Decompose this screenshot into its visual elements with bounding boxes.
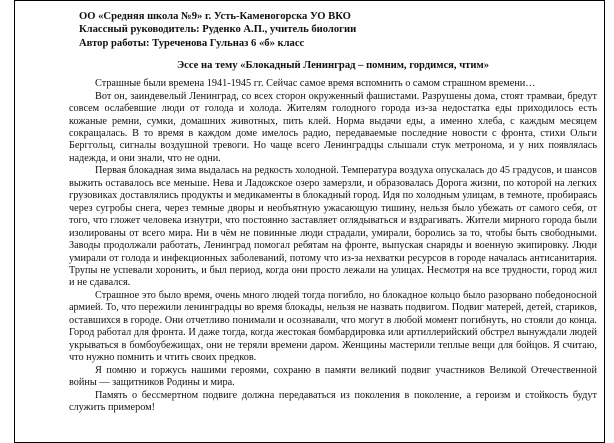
- essay-paragraph: Первая блокадная зима выдалась на редкость холодной. Температура воздуха опускалась до 45 градусов, и шансов выжить оставалось все меньше. Нева и Ладожское озеро замерзли, и образовалась Дорога жизни, по которой на легких грузовиках доставлялись продукты и медикаменты в блокадный город. Идя по холодным улицам, в темноте, пробираясь через сугробы снега, через темные дворы и необъятную ужасающую тишину, нельзя было убежать от самого себя, от того, что гложет человека изнутри, что постоянно заставляет оглядываться и вздрагивать. Жители мирного города были изолированы от всего мира. Ни в чём не повинные люди страдали, умирали, боролись за то, чтобы быть свободными. Заводы продолжали работать, Ленинград помогал ребятам на фронте, выпуская снаряды и военную экипировку. Люди умирали от голода и инфекционных заболеваний, потому что из-за нехватки ресурсов в городе началась антисанитария. Трупы не успевали хоронить, и был период, когда они просто лежали на улицах. Несмотря на все трудности, город жил и не сдавался.: [69, 165, 597, 289]
- essay-paragraph: Память о бессмертном подвиге должна передаваться из поколения в поколение, а героизм и стойкость будут служить примером!: [69, 389, 597, 413]
- school-line: ОО «Средняя школа №9» г. Усть-Каменогорска УО ВКО: [79, 11, 351, 22]
- frame-right-line: [604, 0, 605, 443]
- frame-left-line: [14, 0, 15, 443]
- essay-paragraph: Вот он, заиндевелый Ленинград, со всех сторон окруженный фашистами. Разрушены дома, стоят трамваи, бредут совсем ослабевшие люди от голода и холода. Жителям голодного города из-за недостатка еды приходилось есть кожаные ремни, сумки, домашних животных, пить клей. Норма выдачи еды, а именно хлеба, с каждым месяцем сокращалась. В то время в каждом доме имелось радио, передаваемые последние новости с фронта, стихи Ольги Берггольц, сигналы воздушной тревоги. Но чаще всего Ленинградцы слышали стук метронома, и у них появлялась надежда, и они знали, что не одни.: [69, 90, 597, 164]
- essay-body: [69, 78, 597, 414]
- essay-paragraph: Страшные были времена 1941-1945 гг. Сейчас самое время вспомнить о самом страшном времени…: [95, 78, 536, 90]
- document-page: [69, 10, 597, 414]
- frame-top-line: [14, 0, 605, 1]
- essay-paragraph: Страшное это было время, очень много людей тогда погибло, но блокадное кольцо было разорвано победоносной армией. То, что пережили ленинградцы во время блокады, нельзя не назвать подвигом. Подвиг матерей, детей, стариков, оставшихся в городе. Они отчетливо понимали и осознавали, что могут в любой момент погибнуть, но стояли до конца. Город работал для фронта. И даже тогда, когда жестокая бомбардировка или артиллерийский обстрел вынуждали людей укрываться в бомбоубежищах, они не теряли времени даром. Женщины мастерили теплые вещи для бойцов. Я считаю, что нужно помнить и чтить своих предков.: [69, 289, 597, 364]
- essay-paragraph: Я помню и горжусь нашими героями, сохраню в памяти великий подвиг участников Великой Отечественной войны — защитников Родины и мира.: [69, 364, 597, 389]
- teacher-line: Классный руководитель: Руденко А.П., учитель биологии: [79, 24, 357, 36]
- essay-title: Эссе на тему «Блокадный Ленинград – помним, гордимся, чтим»: [176, 60, 490, 72]
- document-header: [79, 10, 597, 50]
- author-line: Автор работы: Туреченова Гульназ 6 «б» класс: [79, 37, 305, 49]
